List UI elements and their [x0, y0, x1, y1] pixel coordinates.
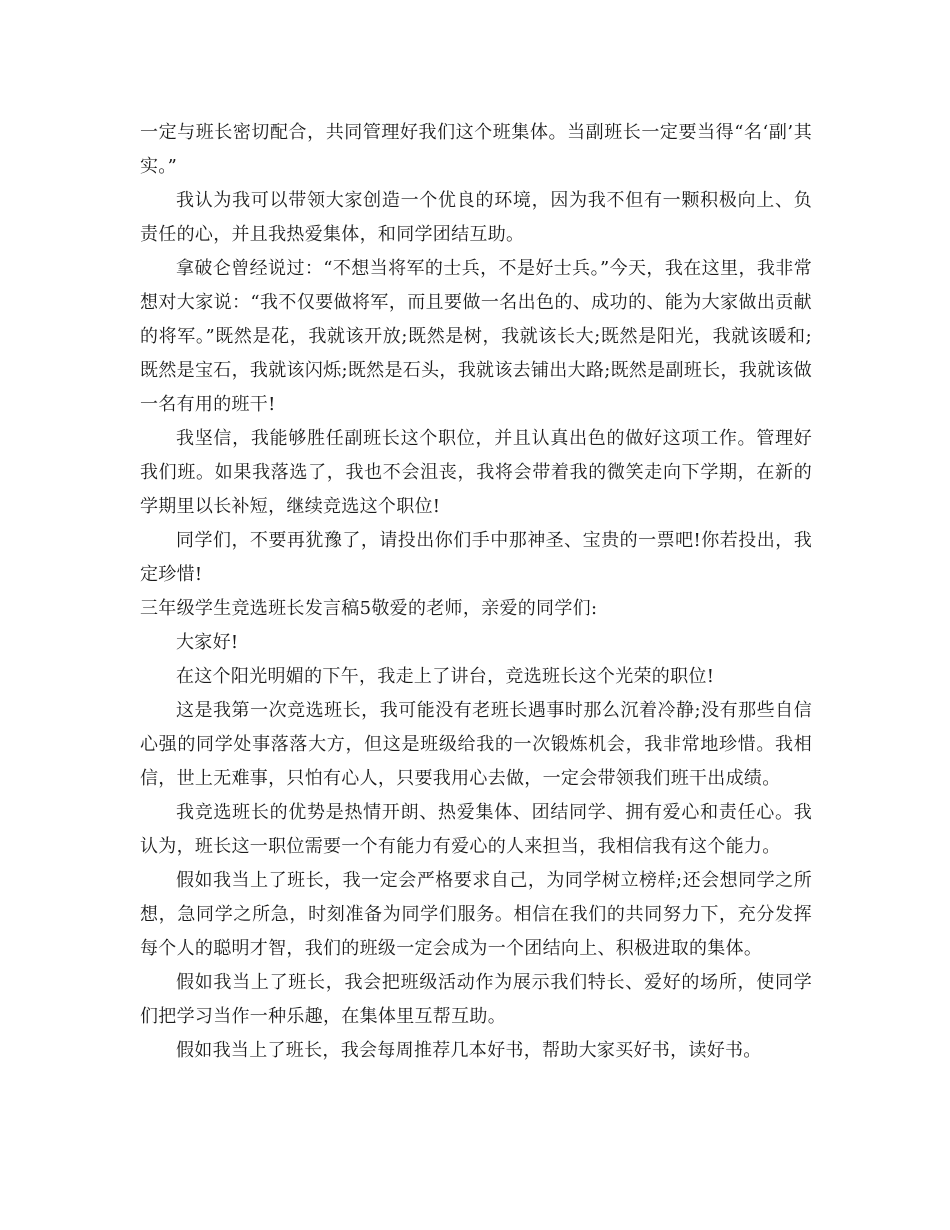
- paragraph-13: 假如我当上了班长，我会每周推荐几本好书，帮助大家买好书，读好书。: [176, 1040, 762, 1061]
- paragraph-10: 我竞选班长的优势是热情开朗、热爱集体、团结同学、拥有爱心和责任心。我认为，班长这一职位需要一个有能力有爱心的人来担当，我相信我有这个能力。: [140, 802, 812, 857]
- paragraph-3: 拿破仑曾经说过：“不想当将军的士兵，不是好士兵。”今天，我在这里，我非常想对大家说：“我不仅要做将军，而且要做一名出色的、成功的、能为大家做出贡献的将军。”既然是花，我就该开放;既然是树，我就该长大;既然是阳光，我就该暖和;既然是宝石，我就该闪烁;既然是石头，我就该去铺出大路;既然是副班长，我就该做一名有用的班干!: [140, 258, 812, 415]
- paragraph-4: 我坚信，我能够胜任副班长这个职位，并且认真出色的做好这项工作。管理好我们班。如果我落选了，我也不会沮丧，我将会带着我的微笑走向下学期，在新的学期里以长补短，继续竞选这个职位!: [140, 428, 812, 517]
- greeting: 大家好!: [176, 632, 239, 653]
- paragraph-5: 同学们，不要再犹豫了，请投出你们手中那神圣、宝贵的一票吧!你若投出，我定珍惜!: [140, 530, 812, 585]
- paragraph-8: 在这个阳光明媚的下午，我走上了讲台，竞选班长这个光荣的职位!: [176, 666, 715, 687]
- section-heading-line: 三年级学生竞选班长发言稿5敬爱的老师，亲爱的同学们:: [140, 598, 598, 619]
- paragraph-1: 一定与班长密切配合，共同管理好我们这个班集体。当副班长一定要当得“名‘副’其实。”: [140, 122, 812, 177]
- paragraph-2: 我认为我可以带领大家创造一个优良的环境，因为我不但有一颗积极向上、负责任的心，并且我热爱集体，和同学团结互助。: [140, 190, 812, 245]
- paragraph-12: 假如我当上了班长，我会把班级活动作为展示我们特长、爱好的场所，使同学们把学习当作一种乐趣，在集体里互帮互助。: [140, 972, 812, 1027]
- paragraph-11: 假如我当上了班长，我一定会严格要求自己，为同学树立榜样;还会想同学之所想，急同学之所急，时刻准备为同学们服务。相信在我们的共同努力下，充分发挥每个人的聪明才智，我们的班级一定会成为一个团结向上、积极进取的集体。: [140, 870, 812, 959]
- document-page: [140, 116, 812, 1068]
- paragraph-9: 这是我第一次竞选班长，我可能没有老班长遇事时那么沉着冷静;没有那些自信心强的同学处事落落大方，但这是班级给我的一次锻炼机会，我非常地珍惜。我相信，世上无难事，只怕有心人，只要我用心去做，一定会带领我们班干出成绩。: [140, 700, 812, 789]
